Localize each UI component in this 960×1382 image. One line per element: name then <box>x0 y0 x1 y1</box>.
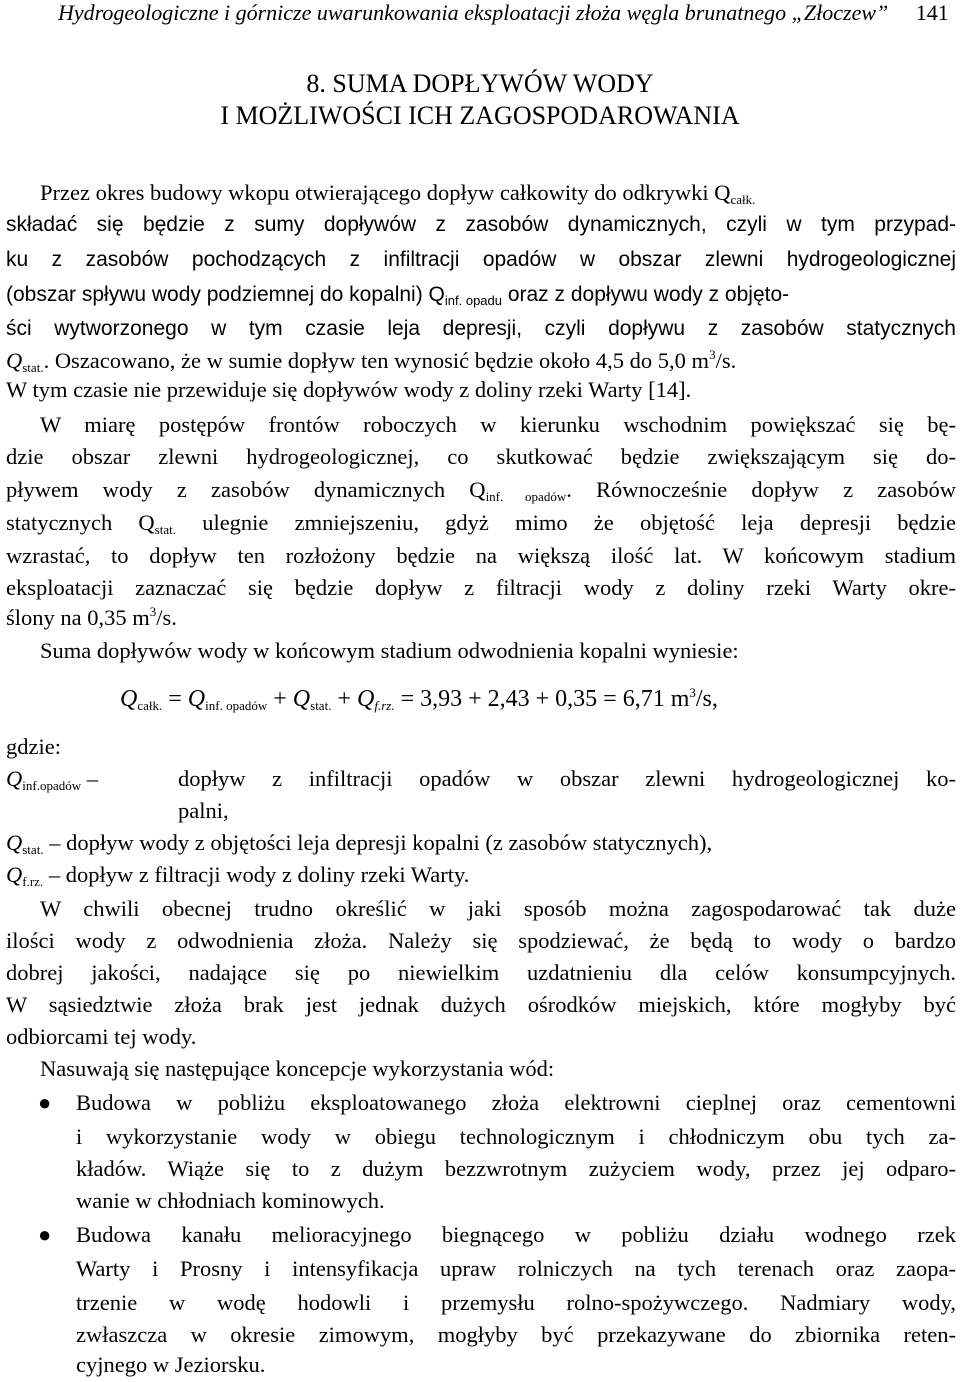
b2-line1: Budowa kanału melioracyjnego biegnącego w pobliżu działu wodnego rzek <box>76 1222 956 1247</box>
formula <box>120 684 960 721</box>
formula-plus1: + <box>267 686 293 712</box>
p1-line2: składać się będzie z sumy dopływów z zasobów dynamicznych, czyli w tym przypad- <box>6 213 956 236</box>
p2-line7 <box>6 603 956 633</box>
p2-line7-sup: 3 <box>149 604 157 619</box>
def2-text: – dopływ wody z objętości leja depresji kopalni (z zasobów statycznych), <box>43 830 713 855</box>
p5-line1: Nasuwają się następujące koncepcje wykorzystania wód: <box>40 1056 555 1081</box>
formula-unit: /s, <box>695 686 718 712</box>
p4-line3: dobrej jakości, nadające się po niewielkim uzdatnieniu dla celów konsumpcyjnych. <box>6 960 956 985</box>
formula-eq: = <box>162 686 188 712</box>
p1-line7: W tym czasie nie przewiduje się dopływów wody z doliny rzeki Warty [14]. <box>6 377 692 402</box>
p1-line5: ści wytworzonego w tym czasie leja depresji, czyli dopływu z zasobów statycznych <box>6 317 956 340</box>
p2-line3a: pływem wody z zasobów dynamicznych Q <box>6 477 486 502</box>
p2-line1: W miarę postępów frontów roboczych w kierunku wschodnim powiększać się bę- <box>40 412 956 437</box>
p2-line3 <box>6 475 956 512</box>
formula-q3: Q <box>292 686 311 712</box>
formula-q2: Q <box>187 686 206 712</box>
p1-line6-sub: stat. <box>22 360 44 375</box>
p2-line4b: ulegnie zmniejszeniu, gdyż mimo że objętość leja depresji będzie <box>175 510 956 535</box>
page-number: 141 <box>915 0 949 25</box>
p1-line1-sub: całk. <box>730 192 756 207</box>
p1-line4a: (obszar spływu wody podziemnej do kopalni) Q <box>6 283 445 306</box>
p2-line5: wzrastać, to dopływ ten rozłożony będzie na większą ilość lat. W końcowym stadium <box>6 543 956 568</box>
p1-line4 <box>6 280 956 316</box>
running-title: Hydrogeologiczne i górnicze uwarunkowania eksploatacji złoża węgla brunatnego „Złoczew” <box>58 0 889 25</box>
p2-line4-sub: stat. <box>154 522 176 537</box>
p4-line1: W chwili obecnej trudno określić w jaki sposób można zagospodarować tak duże <box>40 896 956 921</box>
formula-result: = 3,93 + 2,43 + 0,35 = 6,71 m <box>394 686 690 712</box>
p2-line2: dzie obszar zlewni hydrogeologicznej, co skutkować będzie zwiększającym się do- <box>6 444 956 469</box>
p2-line3b: . Równocześnie dopływ z zasobów <box>566 477 956 502</box>
section-title-line1: 8. SUMA DOPŁYWÓW WODY <box>306 69 654 98</box>
p2-line7b: /s. <box>156 605 177 630</box>
p2-line4 <box>6 508 956 545</box>
b2-line2: Warty i Prosny i intensyfikacja upraw rolniczych na tych terenach oraz zaopa- <box>76 1256 956 1281</box>
def1-dash: – <box>81 766 98 791</box>
b1-line3: kładów. Wiąże się to z dużym bezzwrotnym zużyciem wody, przez jej odparo- <box>76 1156 956 1181</box>
def3-q: Q <box>6 862 23 887</box>
p3-line1: Suma dopływów wody w końcowym stadium odwodnienia kopalni wyniesie: <box>40 638 739 663</box>
def2-sub: stat. <box>22 842 44 857</box>
definition-3 <box>6 860 956 897</box>
p1-line6b: . Oszacowano, że w sumie dopływ ten wynosić będzie około 4,5 do 5,0 m <box>43 348 710 373</box>
running-header <box>58 0 958 30</box>
b2-line4: zwłaszcza w okresie zimowym, mogłyby być przekazywane do zbiornika reten- <box>76 1322 956 1347</box>
formula-sub4: f.rz. <box>374 698 395 713</box>
b2-line3: trzenie w wodę hodowli i przemysłu rolno-spożywczego. Nadmiary wody, <box>76 1290 956 1315</box>
bullet-dot-icon: ● <box>38 1222 52 1247</box>
formula-plus2: + <box>331 686 357 712</box>
p1-line6c: /s. <box>715 348 737 373</box>
formula-q4: Q <box>357 686 375 712</box>
p1-line1-text: Przez okres budowy wkopu otwierającego dopływ całkowity do odkrywki Q <box>40 180 731 205</box>
formula-sup: 3 <box>689 685 696 700</box>
p1-line4-sub: inf. opadu <box>444 293 502 308</box>
def3-text: – dopływ z filtracji wody z doliny rzeki Warty. <box>43 862 470 887</box>
bullet-dot-icon: ● <box>38 1090 52 1115</box>
p1-line6-sup: 3 <box>709 347 716 362</box>
p2-line7a: ślony na 0,35 m <box>6 605 150 630</box>
def1-line2: palni, <box>178 798 229 823</box>
p4-line5: odbiorcami tej wody. <box>6 1024 197 1049</box>
b1-line1: Budowa w pobliżu eksploatowanego złoża elektrowni cieplnej oraz cementowni <box>76 1090 956 1115</box>
where-label: gdzie: <box>6 734 61 759</box>
def3-sub: f.rz. <box>22 874 44 889</box>
section-title-line2: I MOŻLIWOŚCI ICH ZAGOSPODAROWANIA <box>220 101 740 130</box>
p4-line2: ilości wody z odwodnienia złoża. Należy się spodziewać, że będą to wody o bardzo <box>6 928 956 953</box>
p1-line3: ku z zasobów pochodzących z infiltracji opadów w obszar zlewni hydrogeologicznej <box>6 248 956 271</box>
p4-line4: W sąsiedztwie złoża brak jest jednak dużych ośrodków miejskich, które mogłyby być <box>6 992 956 1017</box>
def1-line1: dopływ z infiltracji opadów w obszar zlewni hydrogeologicznej ko- <box>178 766 956 791</box>
p1-line6-q: Q <box>6 348 23 373</box>
b2-line5: cyjnego w Jeziorsku. <box>76 1352 266 1377</box>
formula-sub1: całk. <box>137 698 163 713</box>
b1-line4: wanie w chłodniach kominowych. <box>76 1188 385 1213</box>
p2-line4a: statycznych Q <box>6 510 155 535</box>
p1-line4b: oraz z dopływu wody z objęto- <box>502 283 790 306</box>
b1-line2: i wykorzystanie wody w obiegu technologicznym i chłodniczym obu tych za- <box>76 1124 956 1149</box>
def2-q: Q <box>6 830 23 855</box>
def1-q: Q <box>6 766 23 791</box>
def1-sub: inf.opadów <box>22 778 82 793</box>
p2-line6: eksploatacji zaznaczać się będzie dopływ z filtracji wody z doliny rzeki Warty okre- <box>6 575 956 600</box>
formula-q1: Q <box>120 686 138 712</box>
formula-sub2: inf. opadów <box>205 698 268 713</box>
p2-line3-sub: inf. opadów <box>485 489 567 504</box>
formula-sub3: stat. <box>310 698 332 713</box>
